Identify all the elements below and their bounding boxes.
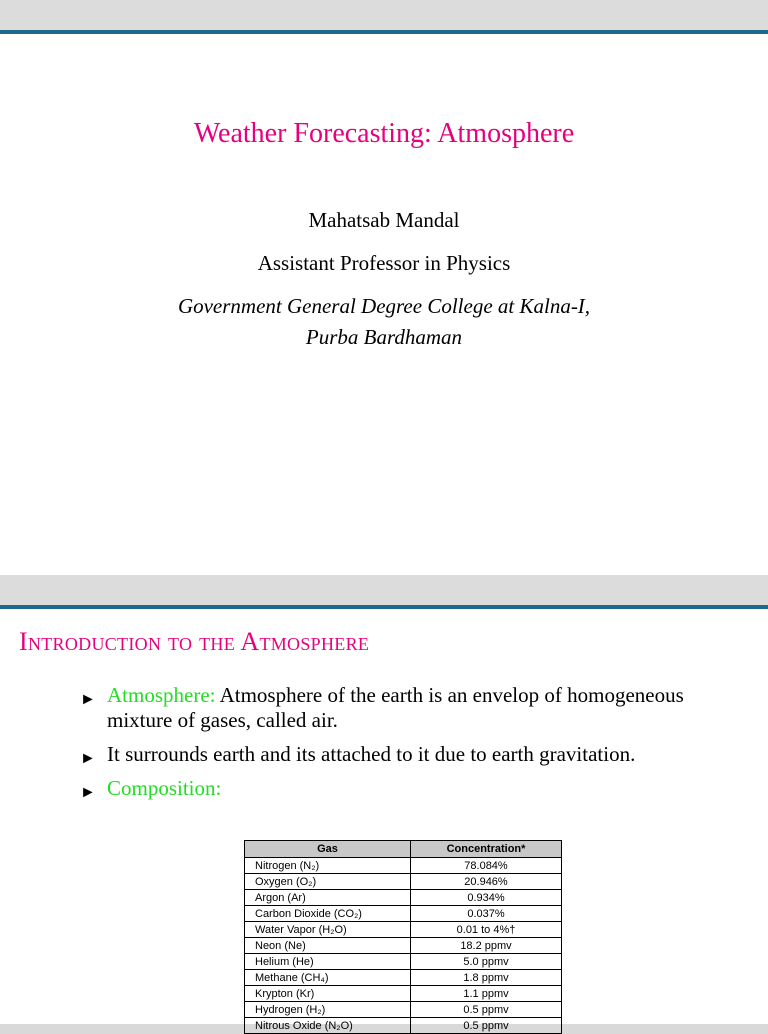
bullet-term: Composition:: [107, 776, 222, 800]
gas-cell: Helium (He): [245, 954, 411, 970]
gas-cell: Argon (Ar): [245, 890, 411, 906]
bullet-atmosphere: [80, 683, 740, 733]
concentration-cell: 0.5 ppmv: [411, 1018, 562, 1034]
bullet-list: [80, 683, 740, 810]
bullet-triangle-icon: ►: [80, 691, 96, 708]
table-row: [245, 1018, 562, 1034]
table-row: [245, 922, 562, 938]
concentration-cell: 1.8 ppmv: [411, 970, 562, 986]
presentation-title: Weather Forecasting: Atmosphere: [193, 118, 575, 149]
institution: [0, 291, 768, 353]
bullet-text: It surrounds earth and its attached to it due to earth gravitation.: [107, 742, 636, 766]
slide-header-band: [0, 0, 768, 30]
author-name: Mahatsab Mandal: [308, 208, 460, 232]
table-row: [245, 858, 562, 874]
gas-cell: Oxygen (O₂): [245, 874, 411, 890]
concentration-cell: 0.934%: [411, 890, 562, 906]
table-row: [245, 906, 562, 922]
table-row: [245, 890, 562, 906]
concentration-cell: 78.084%: [411, 858, 562, 874]
institution-line-1: Government General Degree College at Kalna-I,: [177, 294, 591, 318]
slide-header-rule: [0, 605, 768, 609]
bullet-term: Atmosphere:: [107, 683, 216, 707]
column-header-gas: Gas: [245, 841, 411, 858]
concentration-cell: 20.946%: [411, 874, 562, 890]
table-row: [245, 954, 562, 970]
institution-line-2: Purba Bardhaman: [305, 325, 463, 349]
frame-title: Introduction to the Atmosphere: [19, 627, 370, 656]
table-row: [245, 970, 562, 986]
gas-cell: Carbon Dioxide (CO₂): [245, 906, 411, 922]
gas-cell: Nitrous Oxide (N₂O): [245, 1018, 411, 1034]
gas-cell: Hydrogen (H₂): [245, 1002, 411, 1018]
concentration-cell: 18.2 ppmv: [411, 938, 562, 954]
slide-header-band: [0, 575, 768, 605]
column-header-concentration: Concentration*: [411, 841, 562, 858]
bullet-triangle-icon: ►: [80, 750, 96, 767]
concentration-cell: 0.01 to 4%†: [411, 922, 562, 938]
concentration-cell: 0.5 ppmv: [411, 1002, 562, 1018]
concentration-cell: 5.0 ppmv: [411, 954, 562, 970]
author-position: Assistant Professor in Physics: [257, 251, 511, 275]
slide-header-rule: [0, 30, 768, 34]
table-header-row: [245, 841, 562, 858]
intro-slide: [0, 575, 768, 1032]
gas-cell: Water Vapor (H₂O): [245, 922, 411, 938]
gas-cell: Nitrogen (N₂): [245, 858, 411, 874]
bullet-text: Atmosphere of the earth is an envelop of homogeneous mixture of gases, called air.: [107, 683, 684, 732]
bullet-triangle-icon: ►: [80, 784, 96, 801]
table-row: [245, 986, 562, 1002]
table-row: [245, 1002, 562, 1018]
concentration-cell: 0.037%: [411, 906, 562, 922]
concentration-cell: 1.1 ppmv: [411, 986, 562, 1002]
table-row: [245, 874, 562, 890]
gas-cell: Methane (CH₄): [245, 970, 411, 986]
composition-table: [244, 840, 562, 1034]
gas-cell: Neon (Ne): [245, 938, 411, 954]
bullet-gravitation: [80, 742, 740, 767]
gas-cell: Krypton (Kr): [245, 986, 411, 1002]
table-row: [245, 938, 562, 954]
bullet-composition: [80, 776, 740, 801]
